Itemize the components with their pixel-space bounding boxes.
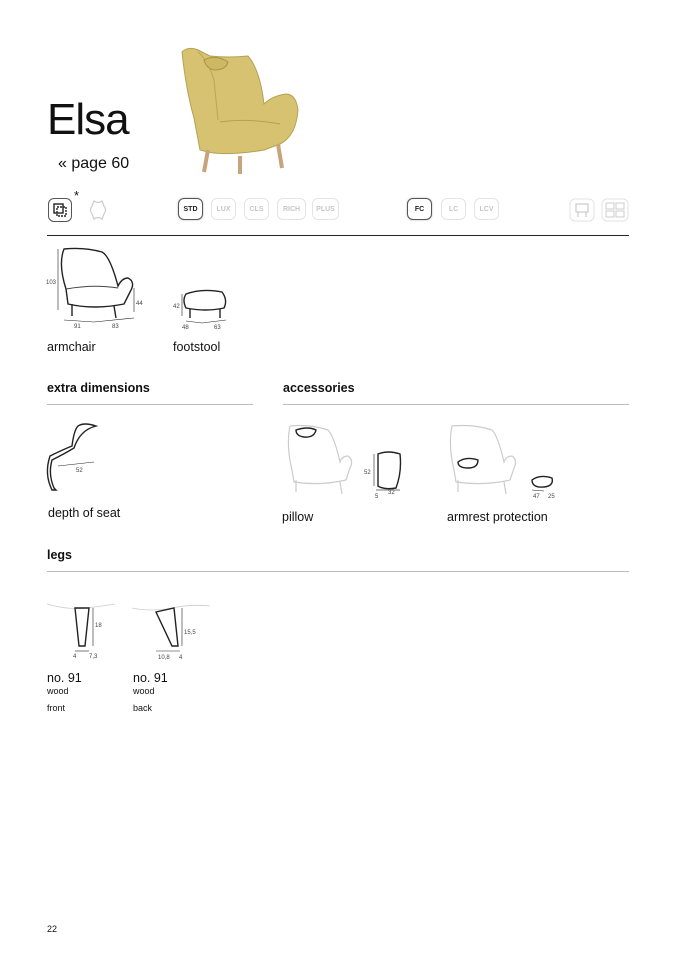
header-divider — [47, 235, 629, 236]
extra-dimensions-divider — [47, 404, 253, 405]
leg-back-a: 10,8 — [158, 655, 170, 661]
badge-plus[interactable]: PLUS — [312, 198, 339, 220]
footstool-depth: 63 — [214, 325, 221, 331]
accessories-heading: accessories — [283, 381, 355, 395]
armchair-drawing — [44, 244, 154, 334]
pillow-drawing — [280, 420, 410, 500]
badge-fc[interactable]: FC — [407, 198, 432, 220]
page-title: Elsa — [47, 95, 129, 144]
armchair-seat-height: 44 — [136, 301, 143, 307]
page-reference-link[interactable]: « page 60 — [58, 155, 130, 172]
badge-lux[interactable]: LUX — [211, 198, 236, 220]
leg-back-position: back — [133, 703, 153, 713]
footstool-label: footstool — [173, 340, 221, 354]
badge-rich[interactable]: RICH — [277, 198, 306, 220]
leg-front-height: 18 — [95, 623, 102, 629]
seat-depth-value: 52 — [76, 468, 83, 474]
leg-front-b: 7,3 — [89, 654, 98, 660]
legs-heading: legs — [47, 548, 73, 562]
pillow-height: 52 — [364, 470, 371, 476]
armrest-height: 25 — [548, 494, 555, 500]
depth-of-seat-label: depth of seat — [48, 506, 121, 520]
leg-back-number: no. 91 — [133, 671, 168, 685]
badge-lcv[interactable]: LCV — [474, 198, 499, 220]
leg-back-material: wood — [133, 686, 155, 696]
removable-cover-icon[interactable] — [569, 198, 595, 222]
extra-dimensions-heading: extra dimensions — [47, 381, 150, 395]
armchair-label: armchair — [47, 340, 96, 354]
leg-back-drawing — [132, 596, 212, 666]
leg-front-number: no. 91 — [47, 671, 82, 685]
armchair-height: 103 — [46, 280, 57, 286]
leg-front-position: front — [47, 703, 66, 713]
badge-cls[interactable]: CLS — [244, 198, 269, 220]
armchair-depth: 83 — [112, 324, 119, 330]
pillow-depth: 5 — [375, 494, 379, 500]
asterisk-mark: * — [74, 188, 80, 203]
leg-back-height: 15,5 — [184, 630, 196, 636]
armrest-width: 47 — [533, 494, 540, 500]
footstool-height: 42 — [173, 304, 180, 310]
legs-divider — [47, 571, 629, 572]
accessories-divider — [283, 404, 629, 405]
armrest-protection-label: armrest protection — [447, 510, 548, 524]
fabric-swatch-icon[interactable] — [48, 198, 72, 222]
leather-icon[interactable] — [86, 198, 110, 222]
badge-std[interactable]: STD — [178, 198, 203, 220]
armchair-photo — [168, 40, 308, 180]
leg-front-material: wood — [47, 686, 69, 696]
footstool-drawing — [172, 286, 238, 334]
modular-config-icon[interactable] — [601, 198, 629, 222]
pillow-width: 32 — [388, 490, 395, 496]
footstool-width: 48 — [182, 325, 189, 331]
leg-back-b: 4 — [179, 655, 183, 661]
seat-depth-drawing — [44, 418, 114, 498]
leg-front-drawing — [47, 596, 117, 666]
armrest-protection-drawing — [444, 420, 564, 500]
leg-front-a: 4 — [73, 654, 77, 660]
page-number: 22 — [47, 924, 58, 934]
armchair-width: 91 — [74, 324, 81, 330]
pillow-label: pillow — [282, 510, 314, 524]
badge-lc[interactable]: LC — [441, 198, 466, 220]
